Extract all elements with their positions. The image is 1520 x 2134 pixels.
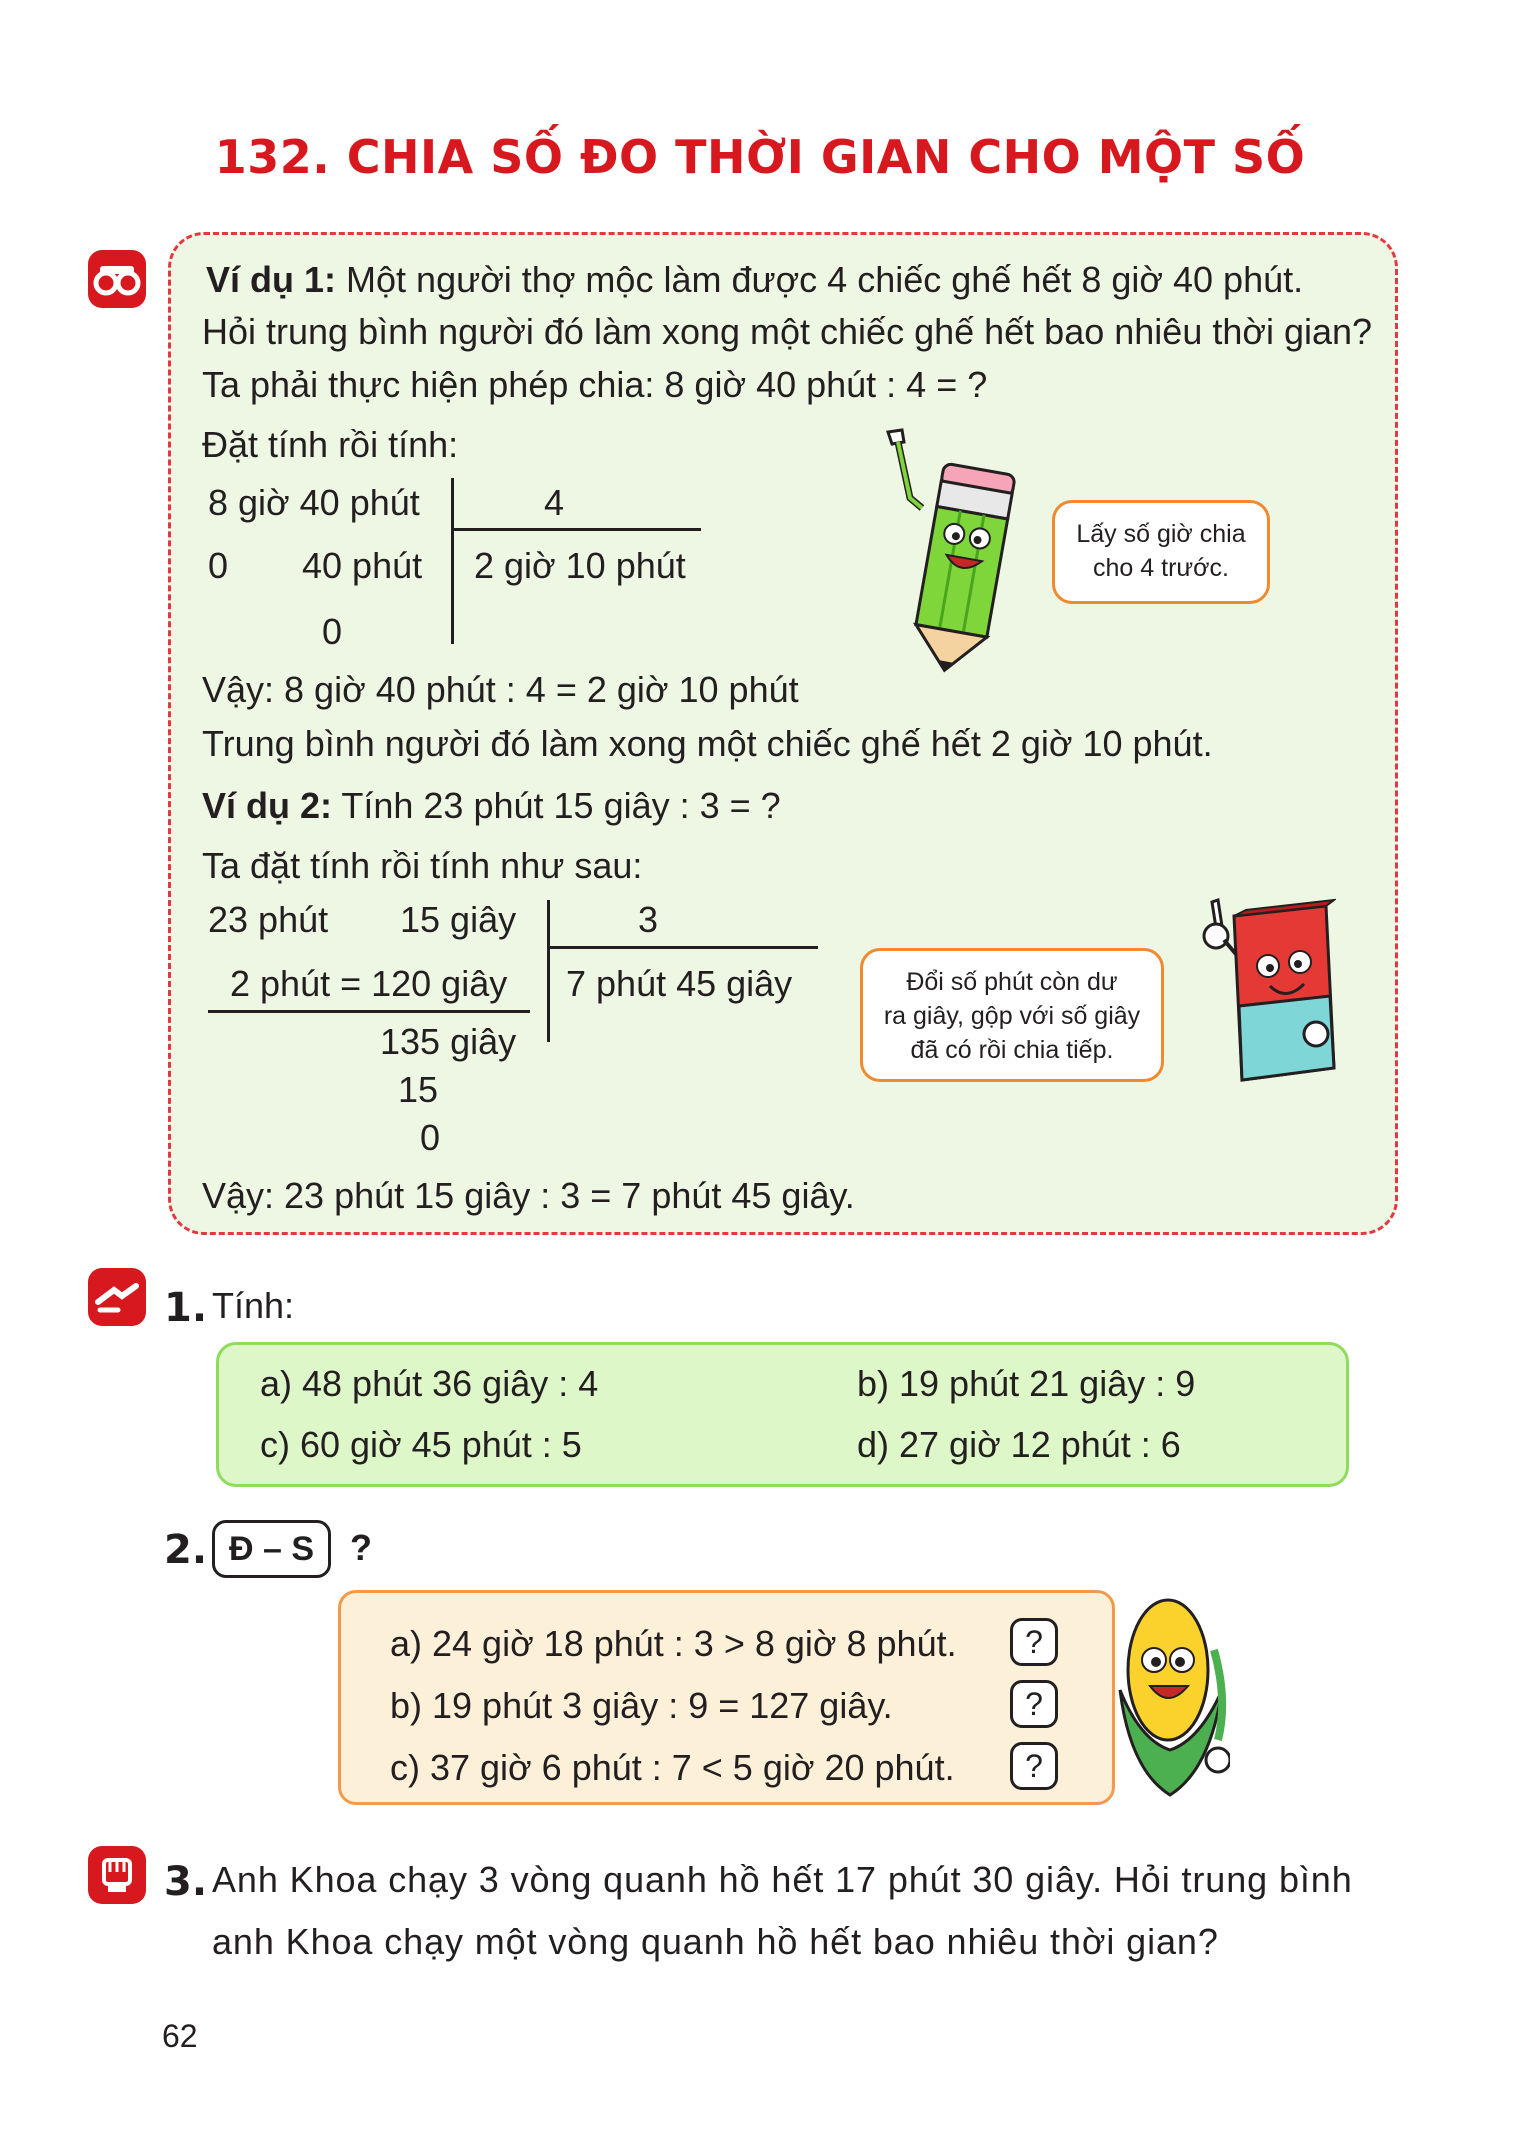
exercise3-line1: Anh Khoa chạy 3 vòng quanh hồ hết 17 phút 30 giây. Hỏi trung bình [212, 1859, 1353, 1900]
example2-line1 [202, 785, 781, 826]
div2-dividend-seconds: 15 giây [400, 899, 517, 940]
div2-remainder-2: 0 [420, 1117, 441, 1158]
example1-line1 [206, 259, 1304, 300]
exercise2-question-mark: ? [350, 1527, 372, 1568]
div1-remainder: 0 [322, 611, 343, 652]
div2-sum: 135 giây [380, 1021, 517, 1062]
corn-mascot-illustration [1110, 1590, 1230, 1800]
example1-text1: Một người thợ mộc làm được 4 chiếc ghế hết 8 giờ 40 phút. [346, 259, 1304, 300]
div1-quotient: 2 giờ 10 phút [474, 545, 686, 586]
div1-row2-a: 0 [208, 545, 229, 586]
answer-box-a[interactable]: ? [1010, 1618, 1058, 1666]
exercise1-number: 1. [164, 1285, 208, 1331]
exercise-hands-icon [88, 1268, 146, 1326]
fist-icon [88, 1846, 146, 1904]
bubble2-line1: Đổi số phút còn dư [906, 968, 1118, 996]
example1-result: Vậy: 8 giờ 40 phút : 4 = 2 giờ 10 phút [202, 669, 799, 710]
pencil-mascot-illustration [870, 428, 1020, 673]
div2-vertical-line [547, 900, 550, 1042]
div2-conversion: 2 phút = 120 giây [230, 963, 508, 1004]
example2-text1: Tính 23 phút 15 giây : 3 = ? [341, 785, 781, 826]
div2-dividend-minutes: 23 phút [208, 899, 329, 940]
example2-text2: Ta đặt tính rồi tính như sau: [202, 845, 643, 886]
bubble1-line2: cho 4 trước. [1093, 554, 1229, 582]
div2-remainder-1: 15 [398, 1069, 439, 1110]
div2-sum-line [208, 1010, 530, 1013]
answer-box-c[interactable]: ? [1010, 1742, 1058, 1790]
exercise1-item-a: a) 48 phút 36 giây : 4 [260, 1363, 599, 1404]
exercise1-item-b: b) 19 phút 21 giây : 9 [857, 1363, 1196, 1404]
div2-quotient: 7 phút 45 giây [566, 963, 793, 1004]
exercise2-item-c: c) 37 giờ 6 phút : 7 < 5 giờ 20 phút. [390, 1747, 955, 1788]
exercise1-heading: Tính: [212, 1285, 295, 1326]
exercise3-number: 3. [164, 1859, 208, 1905]
example2-label: Ví dụ 2: [202, 785, 333, 826]
bubble2-line2: ra giây, gộp với số giây [883, 1002, 1141, 1030]
div1-dividend: 8 giờ 40 phút [208, 482, 420, 523]
example2-result: Vậy: 23 phút 15 giây : 3 = 7 phút 45 giây. [202, 1175, 855, 1216]
bubble2-line3: đã có rồi chia tiếp. [910, 1036, 1114, 1064]
example1-text4: Đặt tính rồi tính: [202, 424, 459, 465]
answer-box-b[interactable]: ? [1010, 1680, 1058, 1728]
div1-horizontal-line [451, 528, 701, 531]
exercise1-item-d: d) 27 giờ 12 phút : 6 [857, 1424, 1181, 1465]
speech-bubble-1 [1052, 500, 1270, 604]
true-false-label-box: Đ – S [212, 1520, 331, 1578]
div2-divisor: 3 [638, 899, 659, 940]
page-title: 132. CHIA SỐ ĐO THỜI GIAN CHO MỘT SỐ [214, 130, 1306, 184]
div2-horizontal-line [547, 946, 818, 949]
page-number: 62 [162, 2018, 198, 2054]
div1-row2-b: 40 phút [302, 545, 423, 586]
example1-label: Ví dụ 1: [206, 259, 337, 300]
div1-divisor: 4 [544, 482, 565, 523]
exercise2-number: 2. [164, 1527, 208, 1573]
example1-text2: Hỏi trung bình người đó làm xong một chiếc ghế hết bao nhiêu thời gian? [202, 311, 1373, 352]
bubble1-line1: Lấy số giờ chia [1076, 520, 1246, 548]
exercise2-item-b: b) 19 phút 3 giây : 9 = 127 giây. [390, 1685, 893, 1726]
eraser-mascot-illustration [1176, 896, 1336, 1096]
example1-text3: Ta phải thực hiện phép chia: 8 giờ 40 phút : 4 = ? [202, 364, 988, 405]
exercise3-line2: anh Khoa chạy một vòng quanh hồ hết bao nhiêu thời gian? [212, 1921, 1219, 1962]
exercise2-item-a: a) 24 giờ 18 phút : 3 > 8 giờ 8 phút. [390, 1623, 957, 1664]
div1-vertical-line [451, 478, 454, 644]
binoculars-icon [88, 250, 146, 308]
exercise1-item-c: c) 60 giờ 45 phút : 5 [260, 1424, 582, 1465]
speech-bubble-2 [860, 948, 1164, 1082]
example1-answer: Trung bình người đó làm xong một chiếc ghế hết 2 giờ 10 phút. [202, 723, 1213, 764]
